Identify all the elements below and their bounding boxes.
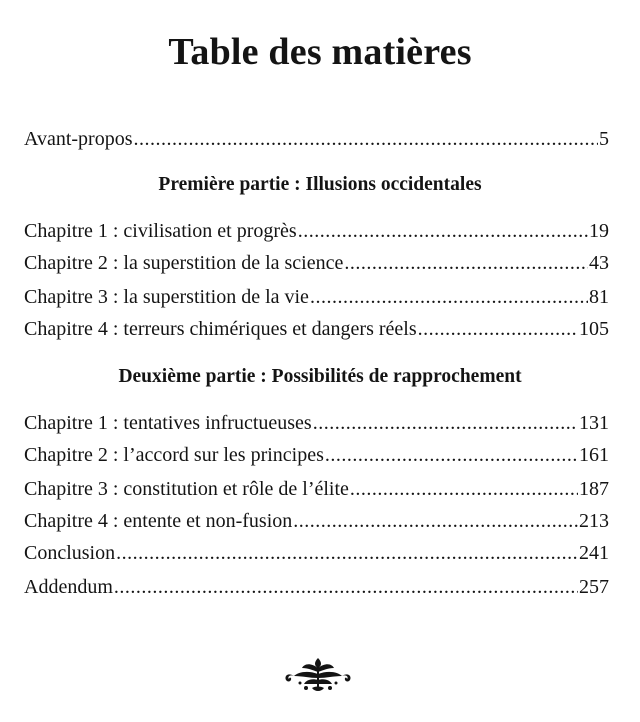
toc-entry-part1-chapter2 — [24, 248, 609, 278]
toc-entry-page: 105 — [579, 318, 609, 340]
toc-entry-label: Chapitre 3 : constitution et rôle de l’élite — [24, 478, 349, 500]
dot-leader — [350, 474, 578, 504]
toc-entry-foreword — [24, 124, 609, 154]
toc-entry-part2-chapter4 — [24, 506, 609, 536]
toc-entry-page: 161 — [579, 444, 609, 466]
dot-leader — [418, 314, 578, 344]
toc-entry-label: Conclusion — [24, 542, 116, 564]
toc-entry-label: Chapitre 1 : civilisation et progrès — [24, 220, 297, 242]
toc-entry-page: 241 — [579, 542, 609, 564]
toc-entry-part2-chapter1 — [24, 408, 609, 438]
part-title-2: Deuxième partie : Possibilités de rapprochement — [118, 366, 522, 387]
toc-entry-label: Chapitre 4 : terreurs chimériques et dangers réels — [24, 318, 417, 340]
toc-entry-page: 19 — [589, 220, 609, 242]
toc-entry-page: 81 — [589, 286, 609, 308]
dot-leader — [313, 408, 578, 438]
page-title: Table des matières — [168, 31, 472, 73]
dot-leader — [293, 506, 578, 536]
toc-entry-label: Chapitre 1 : tentatives infructueuses — [24, 412, 312, 434]
toc-entry-part2-chapter3 — [24, 474, 609, 504]
toc-entry-part2-chapter2 — [24, 440, 609, 470]
dot-leader — [325, 440, 578, 470]
toc-entry-part1-chapter1 — [24, 216, 609, 246]
toc-entry-label: Avant-propos — [24, 128, 133, 150]
floral-ornament-icon — [282, 656, 354, 694]
toc-entry-label: Chapitre 2 : la superstition de la science — [24, 252, 344, 274]
toc-entry-page: 43 — [589, 252, 609, 274]
dot-leader — [134, 124, 599, 154]
toc-entry-label: Chapitre 4 : entente et non-fusion — [24, 510, 293, 532]
toc-entry-part1-chapter3 — [24, 282, 609, 312]
toc-entry-label: Chapitre 2 : l’accord sur les principes — [24, 444, 324, 466]
dot-leader — [310, 282, 588, 312]
toc-entry-page: 257 — [579, 576, 609, 598]
toc-entry-page: 5 — [599, 128, 609, 150]
part-title-1: Première partie : Illusions occidentales — [158, 174, 482, 195]
toc-entry-page: 213 — [579, 510, 609, 532]
toc-entry-page: 187 — [579, 478, 609, 500]
dot-leader — [114, 572, 578, 602]
toc-entry-label: Addendum — [24, 576, 113, 598]
dot-leader — [116, 538, 578, 568]
toc-entry-part1-chapter4 — [24, 314, 609, 344]
toc-entry-label: Chapitre 3 : la superstition de la vie — [24, 286, 309, 308]
dot-leader — [298, 216, 588, 246]
toc-entry-conclusion — [24, 538, 609, 568]
toc-entry-addendum — [24, 572, 609, 602]
dot-leader — [344, 248, 588, 278]
toc-entry-page: 131 — [579, 412, 609, 434]
